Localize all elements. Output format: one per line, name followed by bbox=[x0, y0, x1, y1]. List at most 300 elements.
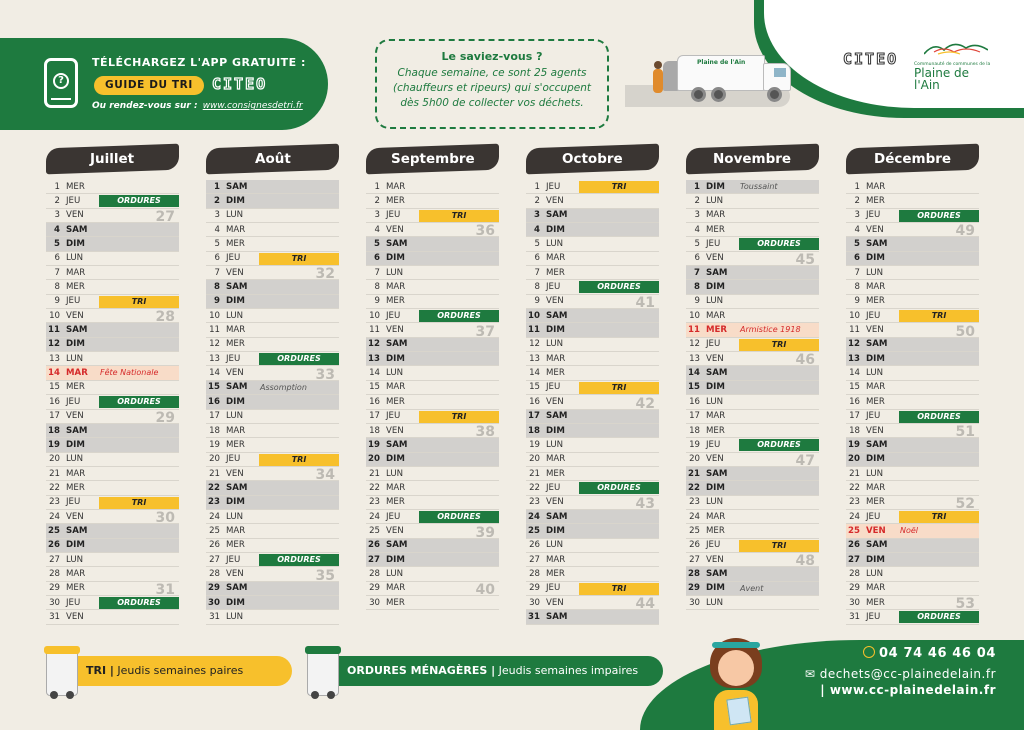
tri-collection-tag: TRI bbox=[579, 382, 659, 394]
day-of-week: JEU bbox=[866, 611, 881, 622]
day-number: 20 bbox=[368, 454, 380, 465]
day-of-week: DIM bbox=[66, 540, 85, 551]
day-row bbox=[526, 280, 659, 294]
day-number: 4 bbox=[534, 224, 540, 235]
app-subtitle bbox=[92, 101, 303, 111]
day-row bbox=[686, 596, 819, 610]
day-row bbox=[46, 539, 179, 553]
day-number: 22 bbox=[369, 482, 380, 493]
day-number: 20 bbox=[689, 454, 700, 465]
day-of-week: MAR bbox=[866, 382, 886, 393]
day-row bbox=[366, 194, 499, 208]
day-of-week: LUN bbox=[226, 210, 244, 221]
day-of-week: MER bbox=[66, 282, 85, 293]
day-of-week: SAM bbox=[866, 540, 888, 551]
day-number: 22 bbox=[849, 482, 860, 493]
day-number: 2 bbox=[534, 196, 540, 207]
day-row bbox=[46, 610, 179, 624]
day-of-week: MAR bbox=[226, 425, 246, 436]
week-number: 49 bbox=[955, 223, 975, 240]
day-number: 19 bbox=[529, 439, 540, 450]
email-link[interactable]: ✉ dechets@cc-plainedelain.fr bbox=[804, 667, 996, 681]
day-number: 21 bbox=[849, 468, 860, 479]
week-number: 34 bbox=[315, 467, 335, 484]
day-of-week: MAR bbox=[866, 482, 886, 493]
day-row bbox=[366, 510, 499, 524]
day-row bbox=[366, 410, 499, 424]
day-number: 8 bbox=[854, 282, 860, 293]
day-row bbox=[846, 266, 979, 280]
day-of-week: JEU bbox=[706, 239, 721, 250]
day-number: 17 bbox=[369, 411, 380, 422]
ordures-collection-tag: ORDURES bbox=[259, 554, 339, 566]
day-number: 17 bbox=[49, 411, 60, 422]
day-number: 7 bbox=[534, 267, 540, 278]
day-row bbox=[686, 194, 819, 208]
day-of-week: LUN bbox=[226, 611, 244, 622]
day-of-week: MER bbox=[546, 568, 565, 579]
day-of-week: MER bbox=[706, 224, 725, 235]
day-of-week: SAM bbox=[706, 267, 728, 278]
citeo-app-logo: CITEO bbox=[212, 75, 268, 93]
day-number: 21 bbox=[49, 468, 60, 479]
day-number: 9 bbox=[534, 296, 540, 307]
month-name: Septembre bbox=[390, 151, 475, 168]
day-row bbox=[206, 323, 339, 337]
day-of-week: SAM bbox=[706, 368, 728, 379]
day-row bbox=[686, 424, 819, 438]
day-row bbox=[46, 309, 179, 326]
legend-tri-label: TRI | bbox=[86, 664, 114, 677]
day-of-week: MAR bbox=[386, 382, 406, 393]
day-number: 18 bbox=[209, 425, 220, 436]
day-of-week: LUN bbox=[866, 267, 884, 278]
day-of-week: VEN bbox=[66, 310, 84, 321]
week-number: 51 bbox=[955, 424, 975, 441]
day-of-week: VEN bbox=[546, 296, 564, 307]
day-of-week: DIM bbox=[546, 525, 565, 536]
day-number: 16 bbox=[49, 396, 60, 407]
day-of-week: MAR bbox=[546, 253, 566, 264]
day-row bbox=[46, 395, 179, 409]
week-number: 44 bbox=[635, 596, 655, 613]
day-number: 30 bbox=[369, 597, 380, 608]
day-row bbox=[686, 338, 819, 352]
agent-icon bbox=[653, 69, 663, 93]
day-number: 11 bbox=[209, 325, 220, 336]
day-number: 4 bbox=[214, 224, 220, 235]
day-row bbox=[46, 510, 179, 527]
day-row bbox=[206, 194, 339, 208]
day-row bbox=[846, 223, 979, 240]
day-number: 7 bbox=[694, 267, 700, 278]
ordures-collection-tag: ORDURES bbox=[579, 482, 659, 494]
app-title: TÉLÉCHARGEZ L'APP GRATUITE : bbox=[92, 56, 306, 69]
day-number: 14 bbox=[209, 368, 220, 379]
day-number: 25 bbox=[848, 525, 860, 536]
day-of-week: MAR bbox=[226, 325, 246, 336]
day-of-week: MER bbox=[866, 497, 885, 508]
day-row bbox=[686, 180, 819, 194]
day-of-week: VEN bbox=[546, 597, 564, 608]
day-number: 29 bbox=[208, 583, 220, 594]
day-row bbox=[526, 510, 659, 524]
day-number: 13 bbox=[209, 353, 220, 364]
day-row bbox=[526, 481, 659, 495]
month-column bbox=[46, 146, 179, 625]
day-of-week: MAR bbox=[386, 181, 406, 192]
day-number: 23 bbox=[49, 497, 60, 508]
day-number: 27 bbox=[689, 554, 700, 565]
day-row bbox=[846, 280, 979, 294]
day-of-week: DIM bbox=[866, 353, 885, 364]
day-number: 11 bbox=[688, 325, 700, 336]
day-of-week: VEN bbox=[866, 224, 884, 235]
day-of-week: SAM bbox=[386, 540, 408, 551]
cc-logo-title: Plaine de l'Ain bbox=[914, 66, 970, 92]
day-row bbox=[206, 596, 339, 610]
day-row bbox=[686, 209, 819, 223]
guide-du-tri-badge[interactable]: GUIDE DU TRI bbox=[94, 76, 204, 95]
day-of-week: MAR bbox=[66, 568, 86, 579]
day-row bbox=[846, 237, 979, 251]
day-row bbox=[206, 410, 339, 424]
day-row bbox=[686, 366, 819, 380]
day-of-week: MER bbox=[546, 468, 565, 479]
day-number: 13 bbox=[848, 353, 860, 364]
month-column bbox=[526, 146, 659, 625]
day-number: 6 bbox=[534, 253, 540, 264]
day-row bbox=[846, 252, 979, 266]
day-number: 5 bbox=[534, 239, 540, 250]
day-row bbox=[846, 596, 979, 613]
day-of-week: JEU bbox=[706, 439, 721, 450]
day-number: 28 bbox=[209, 568, 220, 579]
month-column bbox=[686, 146, 819, 610]
holiday-note: Toussaint bbox=[740, 182, 778, 191]
day-row bbox=[686, 352, 819, 369]
day-number: 28 bbox=[369, 568, 380, 579]
day-of-week: MAR bbox=[706, 310, 726, 321]
day-row bbox=[686, 481, 819, 495]
week-number: 48 bbox=[795, 553, 815, 570]
ordures-collection-tag: ORDURES bbox=[739, 439, 819, 451]
day-row bbox=[366, 438, 499, 452]
day-of-week: VEN bbox=[546, 196, 564, 207]
day-number: 2 bbox=[854, 196, 860, 207]
day-of-week: MAR bbox=[386, 282, 406, 293]
day-of-week: VEN bbox=[66, 511, 84, 522]
day-row bbox=[686, 567, 819, 581]
day-row bbox=[366, 496, 499, 510]
day-number: 21 bbox=[209, 468, 220, 479]
week-number: 29 bbox=[155, 409, 175, 426]
girl-illustration bbox=[704, 638, 768, 730]
day-row bbox=[526, 596, 659, 613]
day-of-week: DIM bbox=[706, 382, 725, 393]
day-row bbox=[526, 323, 659, 337]
phone-number[interactable]: 04 74 46 46 04 bbox=[770, 646, 996, 661]
ordures-collection-tag: ORDURES bbox=[419, 511, 499, 523]
day-number: 22 bbox=[49, 482, 60, 493]
day-number: 16 bbox=[849, 396, 860, 407]
day-row bbox=[366, 252, 499, 266]
day-of-week: JEU bbox=[226, 554, 241, 565]
day-number: 19 bbox=[368, 439, 380, 450]
ordures-collection-tag: ORDURES bbox=[99, 195, 179, 207]
consignes-link[interactable]: www.consignesdetri.fr bbox=[202, 101, 303, 111]
day-number: 12 bbox=[689, 339, 700, 350]
day-number: 24 bbox=[689, 511, 700, 522]
phone-icon: ? bbox=[44, 58, 78, 108]
day-row bbox=[366, 381, 499, 395]
truck-logo: Plaine de l'Ain bbox=[697, 59, 746, 66]
day-row bbox=[46, 266, 179, 280]
day-row bbox=[846, 424, 979, 441]
day-number: 18 bbox=[48, 425, 60, 436]
day-row bbox=[686, 582, 819, 596]
day-of-week: VEN bbox=[386, 525, 404, 536]
day-row bbox=[526, 424, 659, 438]
day-number: 13 bbox=[689, 353, 700, 364]
day-of-week: DIM bbox=[386, 454, 405, 465]
day-number: 12 bbox=[368, 339, 380, 350]
day-of-week: SAM bbox=[546, 210, 568, 221]
day-row bbox=[846, 438, 979, 452]
tri-collection-tag: TRI bbox=[899, 310, 979, 322]
yellow-bin-icon bbox=[46, 650, 78, 696]
day-number: 15 bbox=[688, 382, 700, 393]
day-number: 27 bbox=[848, 554, 860, 565]
day-number: 23 bbox=[689, 497, 700, 508]
day-number: 1 bbox=[54, 181, 60, 192]
day-of-week: SAM bbox=[226, 583, 248, 594]
day-of-week: LUN bbox=[866, 468, 884, 479]
day-number: 12 bbox=[848, 339, 860, 350]
day-of-week: LUN bbox=[706, 296, 724, 307]
day-row bbox=[206, 338, 339, 352]
day-row bbox=[46, 237, 179, 251]
day-number: 16 bbox=[208, 396, 220, 407]
day-number: 12 bbox=[48, 339, 60, 350]
day-of-week: MER bbox=[226, 239, 245, 250]
day-of-week: SAM bbox=[386, 239, 408, 250]
day-row bbox=[206, 539, 339, 553]
day-number: 3 bbox=[374, 210, 380, 221]
week-number: 36 bbox=[475, 223, 495, 240]
month-name: Octobre bbox=[562, 151, 623, 167]
day-number: 11 bbox=[849, 325, 860, 336]
tri-collection-tag: TRI bbox=[419, 210, 499, 222]
day-of-week: MER bbox=[706, 425, 725, 436]
day-of-week: JEU bbox=[386, 210, 401, 221]
day-row bbox=[206, 209, 339, 223]
day-of-week: MAR bbox=[866, 583, 886, 594]
day-row bbox=[366, 567, 499, 581]
day-row bbox=[846, 453, 979, 467]
day-number: 13 bbox=[529, 353, 540, 364]
day-number: 13 bbox=[49, 353, 60, 364]
day-number: 1 bbox=[854, 181, 860, 192]
app-subtitle-prefix: Ou rendez-vous sur : bbox=[92, 101, 198, 111]
day-number: 5 bbox=[694, 239, 700, 250]
week-number: 35 bbox=[315, 567, 335, 584]
day-row bbox=[686, 223, 819, 237]
day-row bbox=[46, 453, 179, 467]
day-row bbox=[686, 323, 819, 337]
day-row bbox=[526, 180, 659, 194]
day-number: 22 bbox=[529, 482, 540, 493]
month-header bbox=[526, 144, 659, 175]
month-column bbox=[366, 146, 499, 610]
day-number: 29 bbox=[688, 583, 700, 594]
day-number: 24 bbox=[49, 511, 60, 522]
day-of-week: JEU bbox=[546, 382, 561, 393]
day-of-week: JEU bbox=[226, 353, 241, 364]
day-of-week: LUN bbox=[706, 497, 724, 508]
month-header bbox=[686, 144, 819, 175]
day-number: 11 bbox=[48, 325, 60, 336]
day-row bbox=[846, 410, 979, 424]
day-of-week: MER bbox=[386, 296, 405, 307]
day-number: 24 bbox=[369, 511, 380, 522]
day-row bbox=[846, 309, 979, 323]
day-of-week: MER bbox=[386, 597, 405, 608]
day-of-week: VEN bbox=[226, 568, 244, 579]
day-of-week: DIM bbox=[546, 325, 565, 336]
day-row bbox=[366, 223, 499, 240]
day-row bbox=[206, 496, 339, 510]
day-row bbox=[206, 309, 339, 323]
month-name: Juillet bbox=[90, 151, 135, 168]
day-number: 4 bbox=[854, 224, 860, 235]
day-number: 10 bbox=[369, 310, 380, 321]
day-of-week: MER bbox=[546, 267, 565, 278]
day-number: 2 bbox=[694, 196, 700, 207]
day-number: 19 bbox=[848, 439, 860, 450]
day-row bbox=[206, 237, 339, 251]
day-of-week: LUN bbox=[546, 439, 564, 450]
tri-collection-tag: TRI bbox=[739, 540, 819, 552]
day-of-week: LUN bbox=[226, 310, 244, 321]
day-number: 14 bbox=[369, 368, 380, 379]
day-of-week: MAR bbox=[226, 525, 246, 536]
hills-icon bbox=[924, 38, 988, 56]
day-row bbox=[46, 366, 179, 380]
day-number: 10 bbox=[209, 310, 220, 321]
day-row bbox=[46, 280, 179, 294]
day-row bbox=[206, 453, 339, 467]
day-row bbox=[366, 266, 499, 280]
day-number: 17 bbox=[528, 411, 540, 422]
day-row bbox=[846, 209, 979, 223]
day-row bbox=[846, 352, 979, 366]
day-number: 8 bbox=[374, 282, 380, 293]
day-number: 30 bbox=[208, 597, 220, 608]
day-row bbox=[206, 295, 339, 309]
day-row bbox=[526, 266, 659, 280]
day-number: 20 bbox=[209, 454, 220, 465]
day-row bbox=[366, 596, 499, 610]
tri-collection-tag: TRI bbox=[579, 583, 659, 595]
day-of-week: MAR bbox=[66, 468, 86, 479]
day-of-week: VEN bbox=[706, 454, 724, 465]
day-row bbox=[366, 582, 499, 596]
website-link[interactable]: | www.cc-plainedelain.fr bbox=[820, 683, 996, 697]
ordures-collection-tag: ORDURES bbox=[579, 281, 659, 293]
tri-collection-tag: TRI bbox=[99, 296, 179, 308]
day-of-week: DIM bbox=[546, 425, 565, 436]
day-row bbox=[846, 295, 979, 309]
day-number: 22 bbox=[688, 482, 700, 493]
tri-collection-tag: TRI bbox=[99, 497, 179, 509]
day-number: 16 bbox=[369, 396, 380, 407]
day-row bbox=[46, 209, 179, 226]
day-of-week: LUN bbox=[706, 396, 724, 407]
day-of-week: LUN bbox=[226, 511, 244, 522]
day-of-week: LUN bbox=[866, 368, 884, 379]
day-of-week: JEU bbox=[546, 181, 561, 192]
day-number: 7 bbox=[374, 267, 380, 278]
day-row bbox=[46, 424, 179, 438]
day-of-week: MAR bbox=[706, 411, 726, 422]
day-of-week: VEN bbox=[706, 253, 724, 264]
day-of-week: DIM bbox=[226, 597, 245, 608]
day-number: 5 bbox=[214, 239, 220, 250]
day-of-week: MAR bbox=[546, 454, 566, 465]
day-of-week: MER bbox=[386, 396, 405, 407]
day-row bbox=[366, 553, 499, 567]
day-of-week: LUN bbox=[386, 468, 404, 479]
day-of-week: MAR bbox=[226, 224, 246, 235]
day-number: 20 bbox=[49, 454, 60, 465]
week-number: 46 bbox=[795, 352, 815, 369]
day-of-week: SAM bbox=[386, 339, 408, 350]
day-row bbox=[686, 295, 819, 309]
day-row bbox=[46, 438, 179, 452]
app-banner bbox=[0, 38, 328, 130]
day-of-week: DIM bbox=[706, 583, 725, 594]
day-row bbox=[46, 553, 179, 567]
day-of-week: JEU bbox=[546, 282, 561, 293]
day-number: 1 bbox=[694, 181, 700, 192]
day-number: 23 bbox=[849, 497, 860, 508]
day-row bbox=[526, 252, 659, 266]
day-row bbox=[686, 539, 819, 553]
tri-collection-tag: TRI bbox=[419, 411, 499, 423]
day-number: 26 bbox=[368, 540, 380, 551]
day-of-week: DIM bbox=[706, 482, 725, 493]
holiday-note: Fête Nationale bbox=[100, 368, 159, 378]
day-number: 23 bbox=[369, 497, 380, 508]
day-of-week: SAM bbox=[226, 482, 248, 493]
day-of-week: VEN bbox=[866, 325, 884, 336]
day-number: 25 bbox=[689, 525, 700, 536]
day-of-week: DIM bbox=[866, 454, 885, 465]
day-number: 24 bbox=[528, 511, 540, 522]
day-row bbox=[366, 323, 499, 340]
day-of-week: MER bbox=[866, 396, 885, 407]
month-header bbox=[366, 144, 499, 175]
day-number: 4 bbox=[374, 224, 380, 235]
day-row bbox=[366, 280, 499, 294]
day-number: 29 bbox=[369, 583, 380, 594]
day-number: 13 bbox=[368, 353, 380, 364]
day-of-week: JEU bbox=[866, 310, 881, 321]
day-of-week: MER bbox=[66, 482, 85, 493]
day-of-week: MAR bbox=[706, 210, 726, 221]
day-number: 3 bbox=[214, 210, 220, 221]
